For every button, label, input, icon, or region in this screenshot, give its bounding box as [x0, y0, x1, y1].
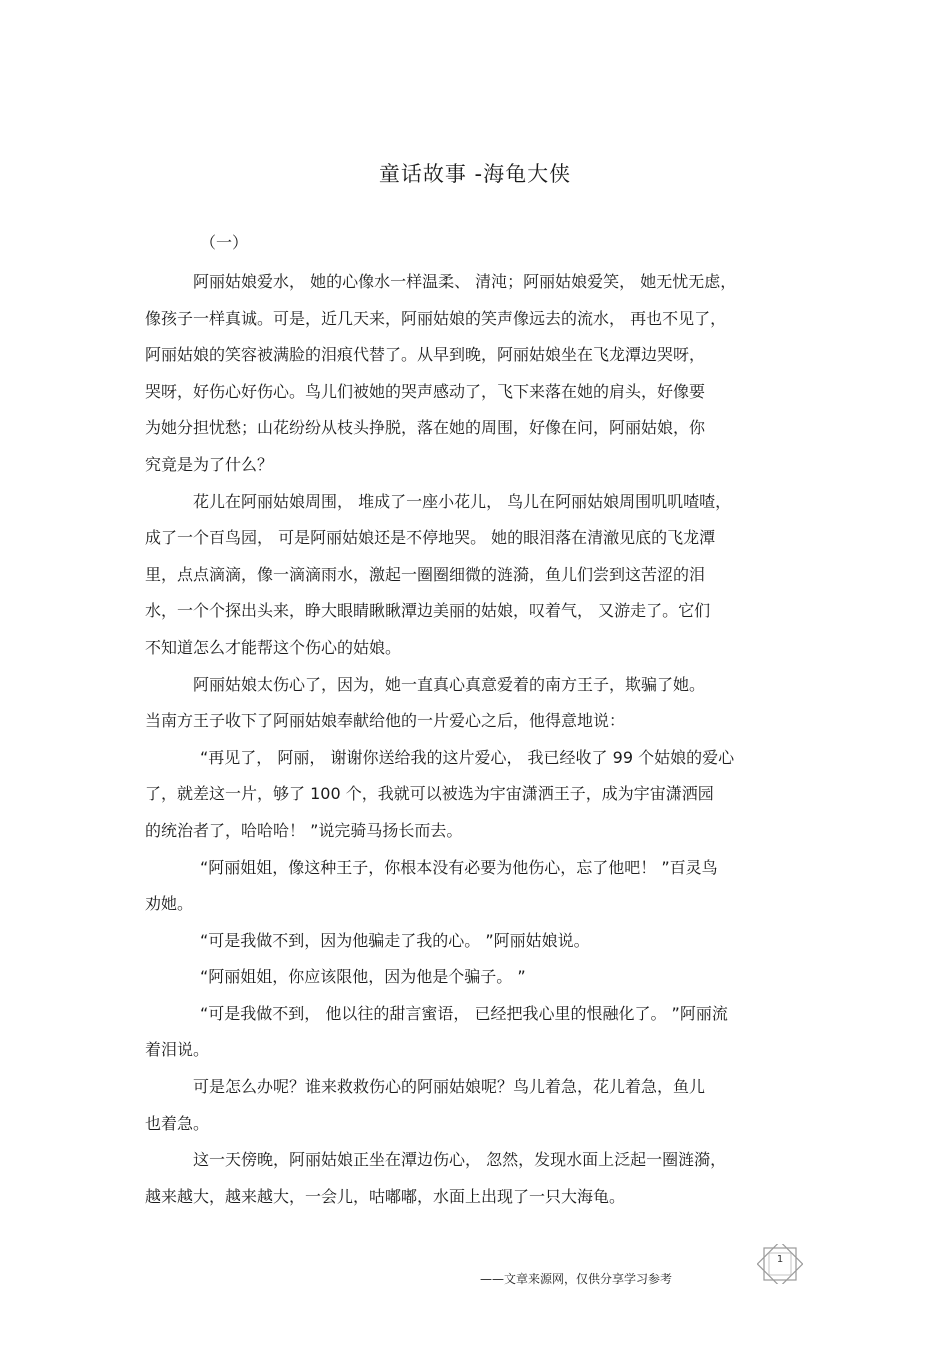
- text-line: 阿丽姑娘的笑容被满脸的泪痕代替了。从早到晚，阿丽姑娘坐在飞龙潭边哭呀，: [145, 345, 706, 365]
- text-line: 像孩子一样真诚。可是，近几天来，阿丽姑娘的笑声像远去的流水， 再也不见了，: [145, 308, 727, 328]
- text-line: 越来越大，越来越大，一会儿，咕嘟嘟，水面上出现了一只大海龟。: [145, 1186, 626, 1206]
- footer-source-note: ——文章来源网，仅供分享学习参考: [480, 1272, 673, 1286]
- text-line: “可是我做不到， 他以往的甜言蜜语， 已经把我心里的恨融化了。 ”阿丽流: [200, 1003, 728, 1023]
- text-line: 也着急。: [145, 1113, 210, 1133]
- text-line: 阿丽姑娘爱水， 她的心像水一样温柔、 清沌；阿丽姑娘爱笑， 她无忧无虑，: [193, 272, 737, 291]
- text-line: “阿丽姐姐，像这种王子，你根本没有必要为他伤心，忘了他吧！ ”百灵鸟: [200, 857, 718, 877]
- text-line: 着泪说。: [145, 1040, 210, 1060]
- text-line: “可是我做不到，因为他骗走了我的心。 ”阿丽姑娘说。: [200, 930, 590, 950]
- text-line: “阿丽姐姐，你应该限他，因为他是个骗子。 ”: [200, 967, 526, 987]
- text-line: 成了一个百鸟园， 可是阿丽姑娘还是不停地哭。 她的眼泪落在清澈见底的飞龙潭: [145, 528, 716, 548]
- text-line: 了，就差这一片，够了 100 个，我就可以被选为宇宙潇洒王子，成为宇宙潇洒园: [145, 784, 714, 804]
- text-line: 里，点点滴滴，像一滴滴雨水，激起一圈圈细微的涟漪，鱼儿们尝到这苦涩的泪: [145, 564, 706, 584]
- text-line: 不知道怎么才能帮这个伤心的姑娘。: [145, 637, 402, 657]
- text-line: 这一天傍晚，阿丽姑娘正坐在潭边伤心， 忽然，发现水面上泛起一圈涟漪，: [193, 1150, 727, 1170]
- text-line: 的统治者了，哈哈哈！ ”说完骑马扬长而去。: [145, 820, 463, 840]
- text-line: “再见了， 阿丽， 谢谢你送给我的这片爱心， 我已经收了 99 个姑娘的爱心: [200, 747, 735, 767]
- section-heading: （一）: [200, 233, 249, 252]
- page-number: 1: [776, 1254, 784, 1265]
- text-line: 阿丽姑娘太伤心了，因为，她一直真心真意爱着的南方王子，欺骗了她。: [193, 674, 706, 694]
- text-line: 哭呀，好伤心好伤心。鸟儿们被她的哭声感动了，飞下来落在她的肩头，好像要: [145, 381, 706, 401]
- story-body: [145, 264, 815, 1215]
- text-line: 当南方王子收下了阿丽姑娘奉献给他的一片爱心之后，他得意地说：: [145, 711, 626, 731]
- page-title: 童话故事 -海龟大侠: [378, 162, 572, 186]
- text-line: 究竟是为了什么？: [145, 454, 274, 474]
- text-line: 水，一个个探出头来，睁大眼睛瞅瞅潭边美丽的姑娘，叹着气， 又游走了。它们: [145, 601, 711, 621]
- text-line: 可是怎么办呢？谁来救救伤心的阿丽姑娘呢？鸟儿着急，花儿着急，鱼儿: [193, 1077, 706, 1097]
- text-line: 劝她。: [145, 894, 194, 914]
- text-line: 花儿在阿丽姑娘周围， 堆成了一座小花儿， 鸟儿在阿丽姑娘周围叽叽喳喳，: [193, 491, 732, 511]
- text-line: 为她分担忧愁；山花纷纷从枝头挣脱，落在她的周围，好像在问，阿丽姑娘，你: [145, 418, 706, 438]
